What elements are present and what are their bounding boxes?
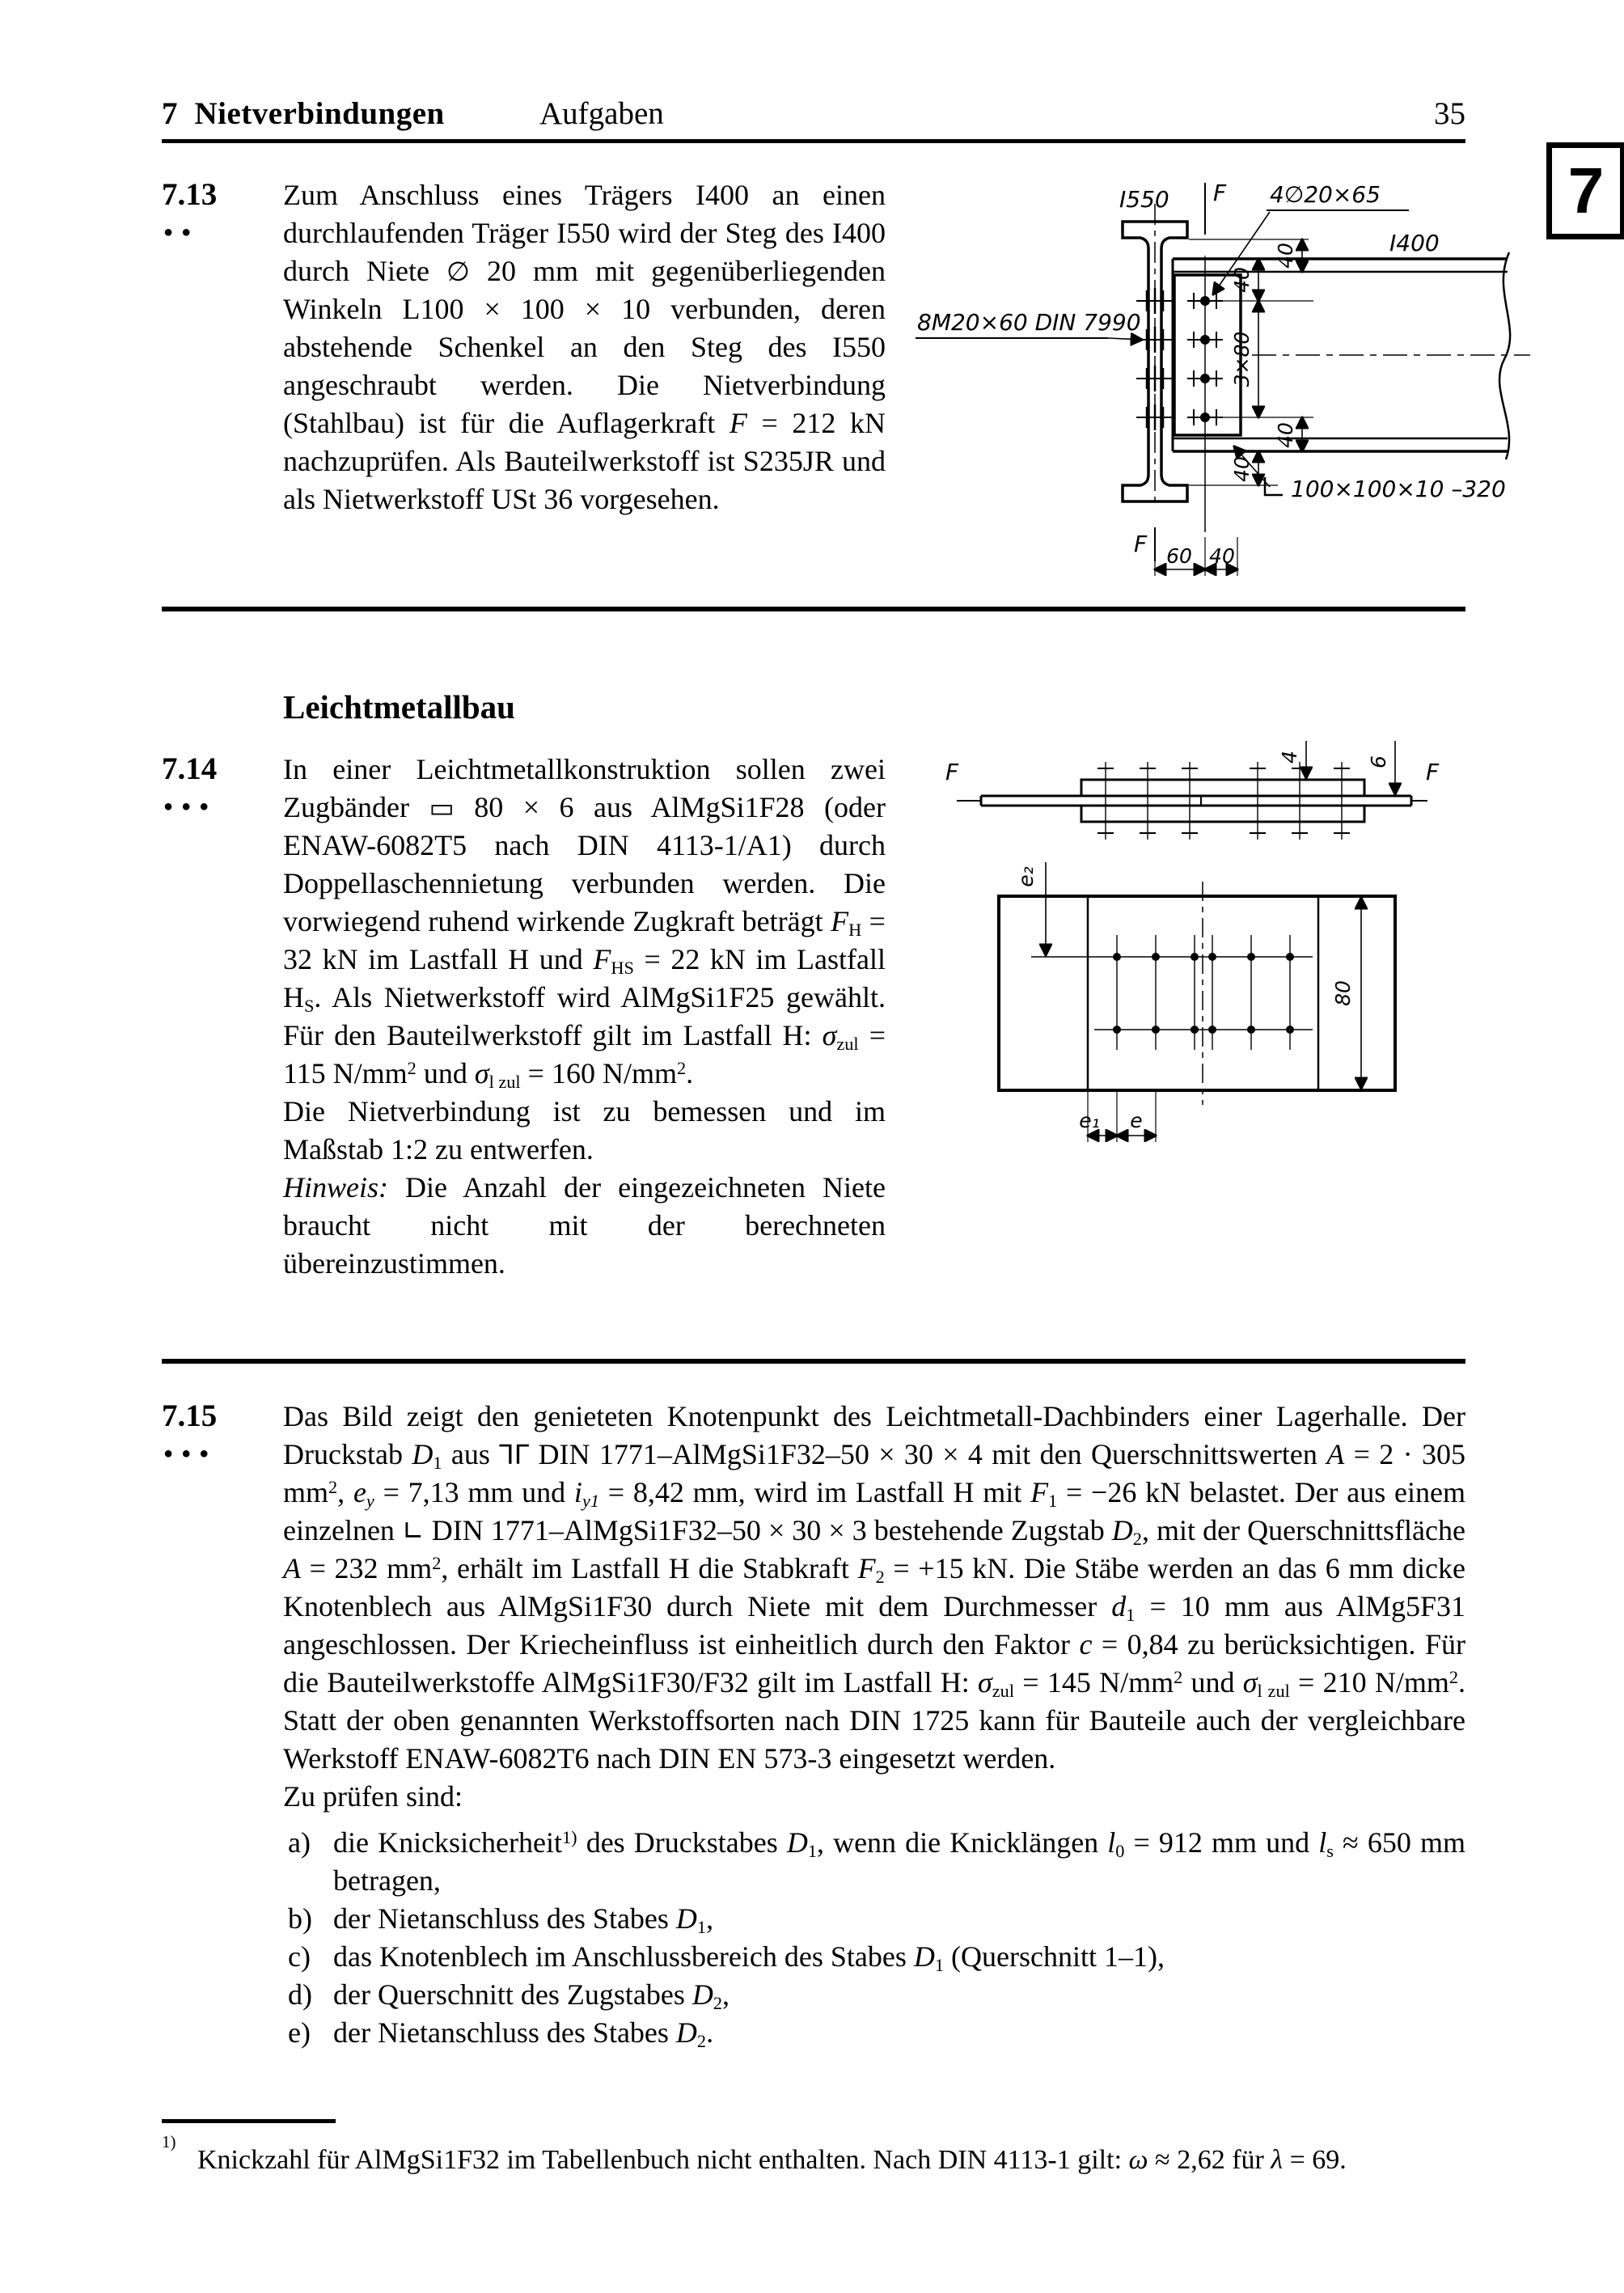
- problem-715-number: 7.15: [162, 1398, 218, 1433]
- fig714-dim-e: e: [1130, 1109, 1143, 1132]
- i400-break-line: [1499, 252, 1510, 459]
- fig713-dim-40-b: 40: [1274, 243, 1297, 269]
- section-heading: Leichtmetallbau: [283, 688, 515, 726]
- problem-714-number: 7.14: [162, 751, 218, 786]
- task-item-c: c) das Knotenblech im Anschlussbereich des Stabes $D_1$ (Querschnitt 1–1),: [283, 1938, 1465, 1976]
- fig713-dim-40-c: 40: [1274, 422, 1297, 448]
- problem-714-text: In einer Leichtmetallkonstruktion sollen zwei Zugbänder ▭ 80 × 6 aus AlMgSi1F28 (oder ENAW-6082T5 nach DIN 4113-1/A1) durch Doppellaschennietung verbunden werden. Die vorwiegend ruhend wirkende Zugkraft beträgt $F_H = 32$ kN im Lastfall H und $F_{HS} = 22$ kN im Lastfall $H_S$. Als Nietwerkstoff wird AlMgSi1F25 gewählt. Für den Bauteilwerkstoff gilt im Lastfall H: $\sigma_{zul} = 115$ $N/mm^2$ und $\sigma_{l zul} = 160$ $N/mm^2$. Die Nietverbindung ist zu bemessen und im Maßstab 1:2 zu entwerfen. Hinweis: Die Anzahl der eingezeichneten Niete braucht nicht mit der berechneten übereinzustimmen.: [283, 753, 886, 1280]
- fig713-dim-60: 60: [1166, 544, 1192, 568]
- fig713-angle-note: 100×100×10 –320: [1291, 476, 1506, 502]
- fig713-bolt-note: 8M20×60 DIN 7990: [917, 309, 1141, 336]
- force-arrow-down: [1199, 235, 1212, 257]
- plan-rivet-columns: [1117, 935, 1290, 1050]
- problem-713-number: 7.13: [162, 177, 218, 212]
- figure-713-riveted-beam-connection: [904, 171, 1535, 580]
- chapter-tab: 7: [1546, 142, 1624, 239]
- check-intro: Zu prüfen sind:: [283, 1780, 463, 1813]
- angle-symbol: [1265, 477, 1283, 495]
- task-item-a: a) die Knicksicherheit$^{1)}$ des Druckstabes $D_1$, wenn die Knicklängen $l_0 = 912$ mm und $l_s \approx 650$ mm betragen,: [283, 1824, 1465, 1900]
- problem-713-text: Zum Anschluss eines Trägers I400 an einen durchlaufenden Träger I550 wird der Steg des I400 durch Niete ∅ 20 mm mit gegenüberliegenden Winkeln L100 × 100 × 10 verbunden, deren abstehende Schenkel an den Steg des I550 angeschraubt werden. Die Nietverbindung (Stahlbau) ist für die Auflagerkraft F = 212 kN nachzuprüfen. Als Bauteilwerkstoff ist S235JR und als Nietwerkstoff USt 36 vorgesehen.: [283, 179, 886, 515]
- header-page-type: Aufgaben: [539, 96, 664, 131]
- fig713-dim-3x80: 3×80: [1230, 331, 1254, 387]
- problem-714-difficulty: ●●●: [163, 797, 218, 815]
- header-chapter: [162, 95, 445, 132]
- footnote: 1) Knickzahl für AlMgSi1F32 im Tabellenbuch nicht enthalten. Nach DIN 4113-1 gilt: ω ≈ 2,62 für λ = 69.: [162, 2132, 1347, 2175]
- fig714-dim-6: 6: [1367, 755, 1390, 768]
- fig713-i400-label: I400: [1389, 230, 1440, 256]
- fig714-force-right-label: F: [1426, 759, 1440, 785]
- task-marker: e): [288, 2016, 311, 2049]
- fig713-dim-40-d: 40: [1230, 456, 1254, 482]
- fig713-i550-label: I550: [1119, 186, 1169, 213]
- force-arrow-right: [1427, 789, 1458, 812]
- problem-713-difficulty: ●●: [163, 223, 200, 241]
- section-divider-1: [162, 607, 1465, 611]
- fig714-dim-e1: e₁: [1079, 1109, 1100, 1132]
- plan-rivets: [1113, 953, 1294, 1034]
- problem-715-difficulty: ●●●: [163, 1445, 218, 1462]
- task-marker: b): [288, 1902, 312, 1935]
- chapter-title: Nietverbindungen: [194, 96, 445, 131]
- figure-714-double-strap-riveted-joint: [878, 726, 1613, 1147]
- side-view-rivet-ticks: [1097, 768, 1350, 833]
- fig713-force-top-label: F: [1213, 180, 1227, 206]
- header-rule: [162, 139, 1465, 143]
- problem-715-text: Das Bild zeigt den genieteten Knotenpunkt des Leichtmetall-Dachbinders einer Lagerhalle. Der Druckstab $D_1$ aus ⅂Γ DIN 1771–AlMgSi1F32–50 × 30 × 4 mit den Querschnittswerten A = 2 · 305 $mm^2$, $e_y = 7,13$ mm und $i_{y1} = 8,42$ mm, wird im Lastfall H mit $F_1 = -26$ kN belastet. Der aus einem einzelnen ∟ DIN 1771–AlMgSi1F32–50 × 30 × 3 bestehende Zugstab $D_2$, mit der Querschnittsfläche A = 232 $mm^2$, erhält im Lastfall H die Stabkraft $F_2 = +15$ kN. Die Stäbe werden an das 6 mm dicke Knotenblech aus AlMgSi1F30 durch Niete mit dem Durchmesser $d_1 = 10$ mm aus AlMg5F31 angeschlossen. Der Kriecheinfluss ist einheitlich durch den Faktor c = 0,84 zu berücksichtigen. Für die Bauteilwerkstoffe AlMgSi1F30/F32 gilt im Lastfall H: $\sigma_{zul} = 145$ $N/mm^2$ und $\sigma_{l zul} = 210$ $N/mm^2$. Statt der oben genannten Werkstoffsorten nach DIN 1725 kann für Bauteile auch der vergleichbare Werkstoff ENAW-6082T6 nach DIN EN 573-3 eingesetzt werden. Zu prüfen sind: a) die Knicksicherheit$^{1)}$ des Druckstabes $D_1$, wenn die Knicklängen $l_0 = 912$ mm und $l_s \approx 650$ mm betragen, b) der Nietanschluss des Stabes $D_1$, c) das Knotenblech im Anschlussbereich des Stabes $D_1$ (Querschnitt 1–1), d) der Querschnitt des Zugstabes $D_2$, e) der Nietanschluss des Stabes $D_2$.: [283, 1400, 1466, 2052]
- task-item-b: b) der Nietanschluss des Stabes $D_1$,: [283, 1900, 1465, 1938]
- fig714-force-left-label: F: [945, 759, 959, 785]
- fig713-dim-40-e: 40: [1209, 544, 1235, 568]
- force-arrow-left: [926, 789, 957, 812]
- page-number: 35: [1434, 96, 1465, 131]
- force-arrow-up: [1148, 506, 1161, 527]
- fig714-dim-80: 80: [1331, 980, 1355, 1006]
- chapter-number: 7: [162, 96, 178, 131]
- fig714-dim-e2: e₂: [1014, 866, 1038, 887]
- task-item-e: e) der Nietanschluss des Stabes $D_2$.: [283, 2014, 1465, 2052]
- task-marker: a): [288, 1826, 311, 1859]
- task-item-d: d) der Querschnitt des Zugstabes $D_2$,: [283, 1976, 1465, 2014]
- fig714-dim-4: 4: [1278, 751, 1301, 764]
- task-marker: d): [288, 1978, 312, 2011]
- task-list: [283, 1824, 1465, 2052]
- fig713-force-bottom-label: F: [1134, 531, 1148, 557]
- task-marker: c): [288, 1940, 311, 1973]
- section-divider-2: [162, 1359, 1465, 1364]
- fig713-rivet-note: 4∅20×65: [1270, 181, 1381, 208]
- footnote-rule: [162, 2119, 336, 2123]
- fig713-dim-40-a: 40: [1230, 267, 1254, 293]
